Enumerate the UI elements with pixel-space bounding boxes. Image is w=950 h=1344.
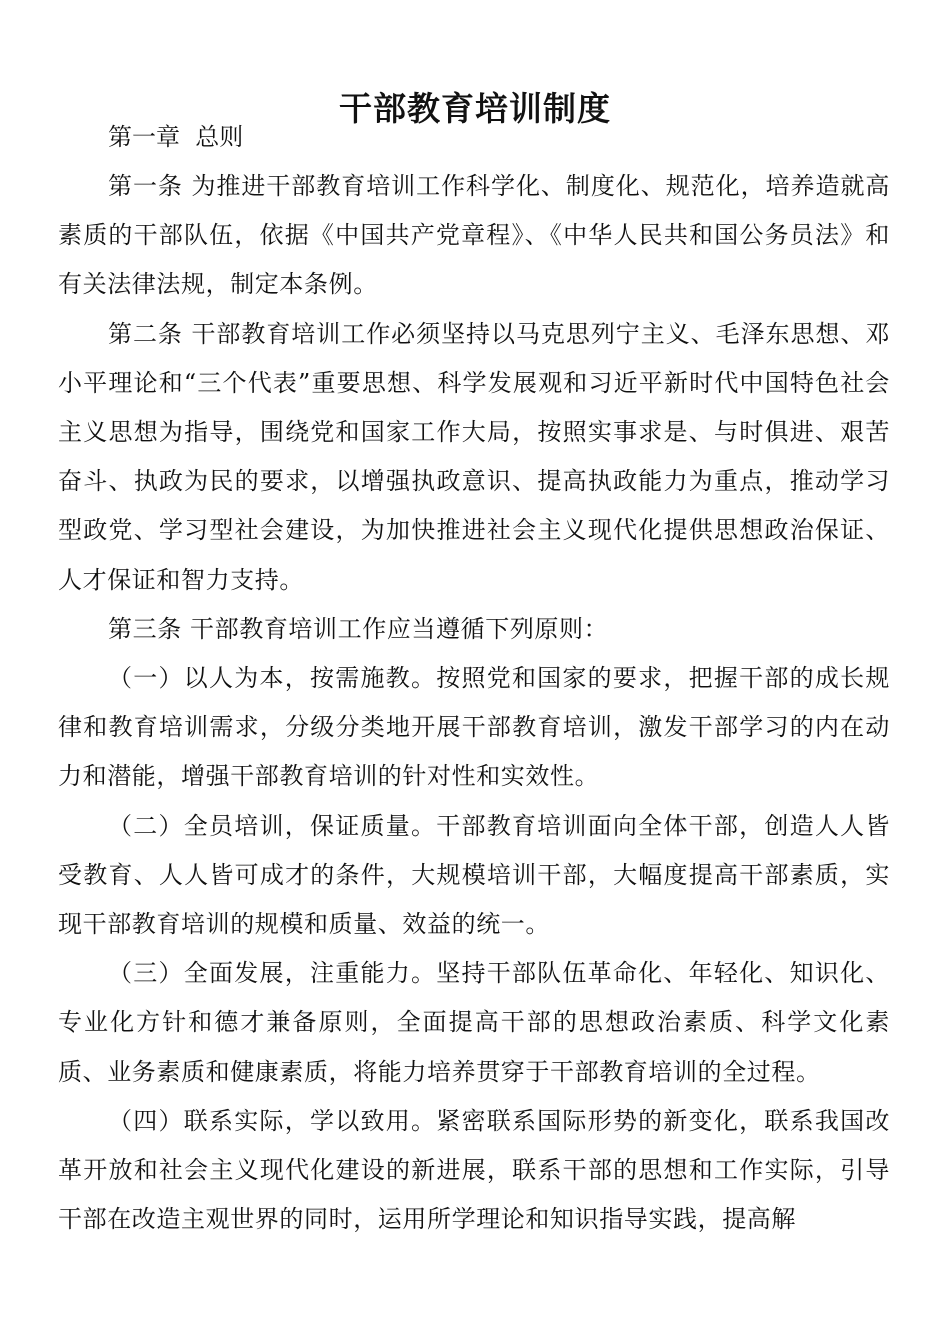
article-2-paragraph: 第二条 干部教育培训工作必须坚持以马克思列宁主义、毛泽东思想、邓小平理论和“三个代表”重要思想、科学发展观和习近平新时代中国特色社会主义思想为指导，围绕党和国家工作大局，按照实事求是、与时俱进、艰苦奋斗、执政为民的要求，以增强执政意识、提高执政能力为重点，推动学习型政党、学习型社会建设，为加快推进社会主义现代化提供思想政治保证、人才保证和智力支持。	[58, 319, 890, 594]
principle-3-paragraph: （三）全面发展，注重能力。坚持干部队伍革命化、年轻化、知识化、专业化方针和德才兼备原则，全面提高干部的思想政治素质、科学文化素质、业务素质和健康素质，将能力培养贯穿于干部教育培训的全过程。	[58, 959, 890, 1086]
principle-1-paragraph: （一）以人为本，按需施教。按照党和国家的要求，把握干部的成长规律和教育培训需求，分级分类地开展干部教育培训，激发干部学习的内在动力和潜能，增强干部教育培训的针对性和实效性。	[58, 664, 890, 791]
document-title: 干部教育培训制度	[339, 89, 611, 129]
article-1-paragraph: 第一条 为推进干部教育培训工作科学化、制度化、规范化，培养造就高素质的干部队伍，依据《中国共产党章程》、《中华人民共和国公务员法》和有关法律法规，制定本条例。	[58, 172, 890, 299]
chapter-heading: 第一章 总则	[108, 123, 244, 151]
document-body	[58, 113, 890, 1244]
article-3-paragraph: 第三条 干部教育培训工作应当遵循下列原则：	[108, 614, 609, 643]
principle-2-paragraph: （二）全员培训，保证质量。干部教育培训面向全体干部，创造人人皆受教育、人人皆可成才的条件，大规模培训干部，大幅度提高干部素质，实现干部教育培训的规模和质量、效益的统一。	[58, 811, 890, 939]
principle-4-paragraph: （四）联系实际，学以致用。紧密联系国际形势的新变化，联系我国改革开放和社会主义现代化建设的新进展，联系干部的思想和工作实际，引导干部在改造主观世界的同时，运用所学理论和知识指导实践，提高解	[58, 1106, 890, 1234]
